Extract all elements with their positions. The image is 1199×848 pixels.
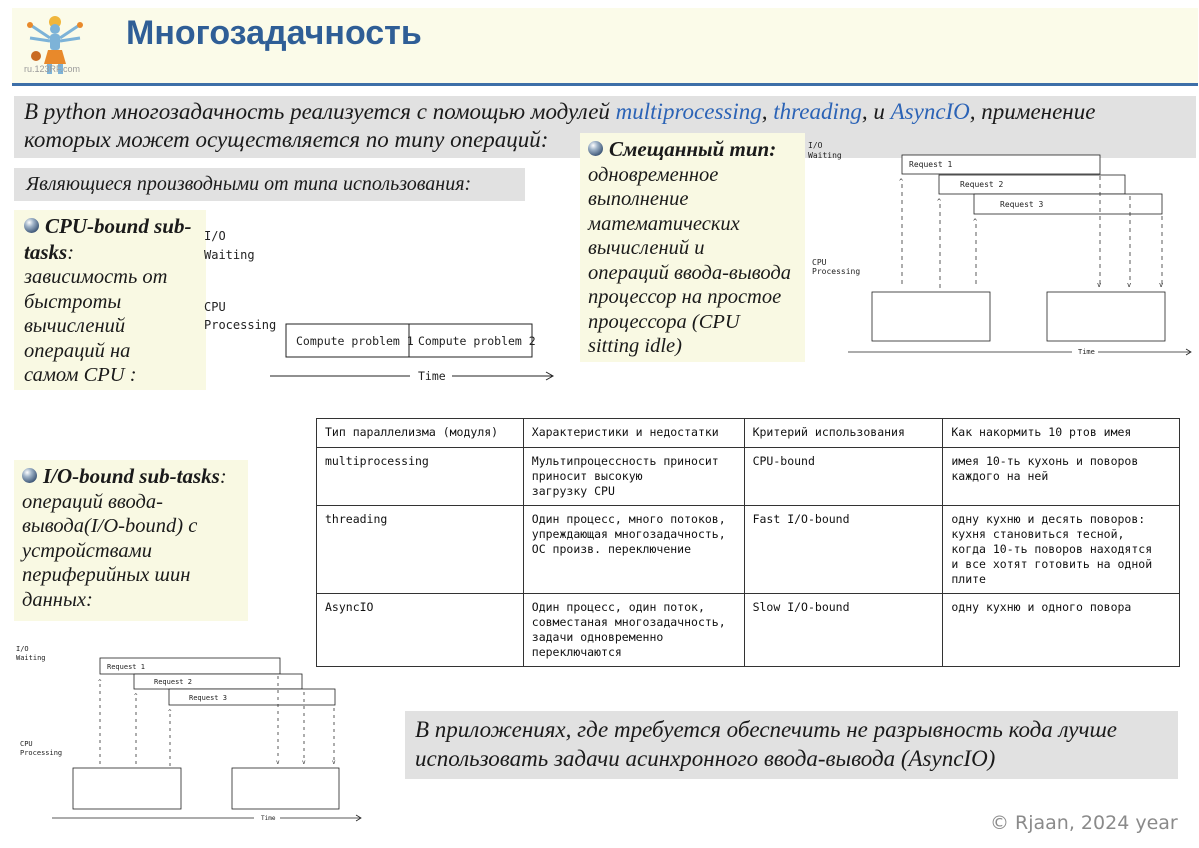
request-3-label: Request 3	[1000, 200, 1044, 209]
io-bound-heading: I/O-bound sub-tasks	[43, 464, 220, 488]
mixed-type-heading: Смещанный тип:	[609, 137, 777, 161]
table-header-row	[317, 419, 1180, 448]
io-bound-line: периферийных шин	[22, 564, 191, 586]
async-diagram-small	[14, 642, 366, 824]
request-1-label: Request 1	[107, 663, 145, 671]
cpu-block-2	[1047, 292, 1165, 341]
keyword-asyncio: AsyncIO	[890, 99, 970, 124]
table-cell: Slow I/O-bound	[744, 594, 943, 667]
cpu-block-1	[872, 292, 990, 341]
mixed-type-box	[580, 133, 805, 362]
cpu-block-1	[73, 768, 181, 809]
io-bound-line: вывода(I/O-bound) с	[22, 515, 198, 537]
intro-line2: которых может осуществляется по типу операций:	[24, 127, 549, 152]
copyright: © Rjaan, 2024 year	[990, 812, 1178, 834]
header-cell: Критерий использования	[744, 419, 943, 448]
io-label: I/O	[808, 141, 823, 150]
io-label: I/O	[16, 645, 29, 653]
intro-part1: В python многозадачность реализуется с помощью модулей	[24, 99, 616, 124]
table-cell: имея 10-ть кухонь и поворов каждого на ней	[943, 448, 1180, 506]
down-arrow-icon: v	[276, 759, 280, 766]
comparison-table	[316, 418, 1180, 667]
cpu-label: CPU	[812, 258, 827, 267]
up-arrow-icon: ^	[168, 709, 172, 716]
io-bound-line: данных:	[22, 588, 93, 611]
io-bound-line: операций ввода-	[22, 490, 163, 513]
compute-problem-2: Compute problem 2	[418, 334, 536, 348]
table-cell: Один процесс, много потоков, упреждающая многозадачность, ОС произв. переключение	[523, 506, 744, 594]
down-arrow-icon: v	[1127, 281, 1132, 289]
logo-caption: ru.123RF.com	[24, 64, 81, 74]
page-title: Многозадачность	[126, 14, 422, 52]
up-arrow-icon: ^	[98, 679, 102, 686]
table-cell: Мультипроцессность приносит приносит высокую загрузку CPU	[523, 448, 744, 506]
bullet-icon	[24, 218, 39, 233]
mixed-type-line: одновременное	[588, 163, 719, 186]
bullet-icon	[22, 468, 37, 483]
mixed-type-line: вычислений и	[588, 237, 705, 259]
io-bound-line: устройствами	[22, 539, 152, 562]
table-cell: AsyncIO	[317, 594, 524, 667]
io-bound-box	[14, 460, 248, 621]
table-cell: threading	[317, 506, 524, 594]
request-2-label: Request 2	[960, 180, 1004, 189]
table-cell: CPU-bound	[744, 448, 943, 506]
mixed-type-line: процессор на простое	[588, 286, 782, 308]
table-cell: Fast I/O-bound	[744, 506, 943, 594]
cpu-bound-diagram	[196, 222, 562, 390]
mixed-type-line: выполнение	[588, 188, 689, 210]
mixed-type-line: математических	[588, 212, 740, 235]
table-row	[317, 448, 1180, 506]
up-arrow-icon: ^	[134, 693, 138, 700]
io-label: I/O	[204, 229, 226, 243]
keyword-multiprocessing: multiprocessing	[615, 99, 762, 124]
table-cell: одну кухню и десять поворов: кухня становиться тесной, когда 10-ть поворов находятся и все хотят готовить на одной плите	[943, 506, 1180, 594]
mixed-type-line: операций ввода-вывода	[588, 261, 791, 284]
cpu-bound-line: самом CPU :	[24, 364, 137, 386]
io-bound-colon: :	[219, 466, 227, 488]
down-arrow-icon: v	[1159, 281, 1164, 289]
down-arrow-icon: v	[302, 759, 306, 766]
table-cell: multiprocessing	[317, 448, 524, 506]
waiting-label: Waiting	[204, 248, 255, 262]
async-diagram-large	[806, 138, 1194, 362]
compute-problem-1: Compute problem 1	[296, 334, 414, 348]
cpu-bound-line: быстроты	[24, 290, 122, 313]
time-label: Time	[418, 369, 446, 383]
request-1-label: Request 1	[909, 160, 953, 169]
processing-label: Processing	[20, 749, 63, 757]
up-arrow-icon: ^	[973, 218, 978, 226]
table-row	[317, 594, 1180, 667]
conclusion-block	[405, 711, 1178, 779]
request-2-label: Request 2	[154, 678, 192, 686]
bullet-icon	[588, 141, 603, 156]
waiting-label: Waiting	[808, 151, 842, 160]
keyword-threading: threading	[773, 99, 862, 124]
conclusion-line: использовать задачи асинхронного ввода-вывода (AsyncIO)	[415, 746, 996, 771]
header-cell: Характеристики и недостатки	[523, 419, 744, 448]
cpu-bound-heading: CPU-bound sub-tasks	[24, 214, 192, 264]
intro-sep2: , и	[861, 99, 891, 124]
intro-part2: , применение	[969, 99, 1096, 124]
cpu-label: CPU	[204, 300, 226, 314]
cpu-bound-line: зависимость от	[24, 266, 168, 288]
time-label: Time	[261, 815, 276, 822]
header-cell: Как накормить 10 ртов имея	[943, 419, 1180, 448]
header-cell: Тип параллелизма (модуля)	[317, 419, 524, 448]
cpu-bound-line: операций на	[24, 339, 131, 362]
down-arrow-icon: v	[1097, 281, 1102, 289]
table-row	[317, 506, 1180, 594]
derived-label: Являющиеся производными от типа использования:	[14, 168, 525, 201]
waiting-label: Waiting	[16, 654, 46, 662]
cpu-bound-colon: :	[67, 241, 75, 264]
request-3-label: Request 3	[189, 694, 227, 702]
intro-sep1: ,	[761, 99, 774, 124]
down-arrow-icon: v	[332, 759, 336, 766]
conclusion-line: В приложениях, где требуется обеспечить не разрывность кода лучше	[415, 717, 1118, 742]
cpu-block-2	[232, 768, 339, 809]
up-arrow-icon: ^	[937, 198, 942, 206]
cpu-bound-line: вычислений	[24, 315, 126, 337]
cpu-label: CPU	[20, 740, 33, 748]
mixed-type-line: sitting idle)	[588, 335, 682, 357]
table-cell: Один процесс, один поток, совместаная многозадачность, задачи одновременно переключаются	[523, 594, 744, 667]
header-divider	[12, 83, 1198, 86]
processing-label: Processing	[812, 267, 861, 276]
processing-label: Processing	[204, 318, 277, 332]
up-arrow-icon: ^	[899, 178, 904, 186]
time-label: Time	[1078, 348, 1095, 356]
table-cell: одну кухню и одного повора	[943, 594, 1180, 667]
cpu-bound-box	[14, 210, 206, 390]
mixed-type-line: процессора (CPU	[588, 310, 740, 333]
